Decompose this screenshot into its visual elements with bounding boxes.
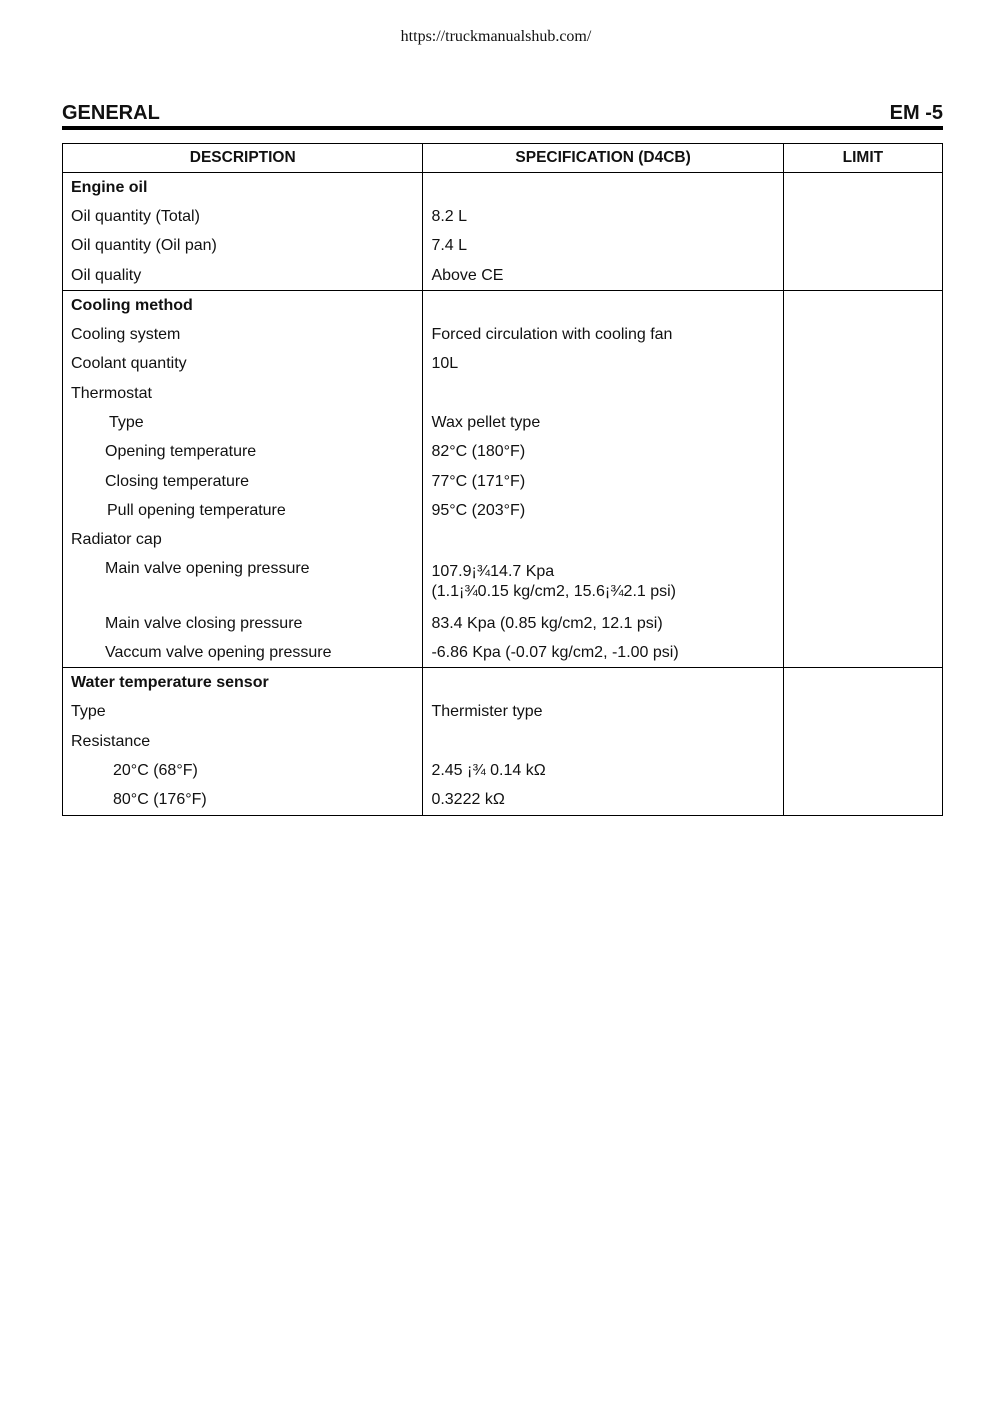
description-cell: Pull opening temperature — [63, 496, 423, 525]
spec-cell — [423, 379, 783, 408]
table-row — [63, 261, 943, 291]
table-row — [63, 291, 943, 321]
limit-cell — [783, 261, 942, 291]
limit-cell — [783, 467, 942, 496]
spec-cell — [423, 668, 783, 698]
table-row — [63, 756, 943, 785]
spec-line-kgcm2-psi: (1.1¡¾0.15 kg/cm2, 15.6¡¾2.1 psi) — [431, 582, 677, 600]
table-row — [63, 668, 943, 698]
description-cell: Radiator cap — [63, 526, 423, 555]
table-row — [63, 350, 943, 379]
column-header-limit: LIMIT — [783, 144, 942, 173]
description-cell: Closing temperature — [63, 467, 423, 496]
spec-cell: 0.3222 kΩ — [423, 786, 783, 816]
description-cell: Type — [63, 698, 423, 727]
table-row — [63, 320, 943, 349]
limit-cell — [783, 727, 942, 756]
description-cell: Oil quality — [63, 261, 423, 291]
limit-cell — [783, 202, 942, 231]
description-cell: Coolant quantity — [63, 350, 423, 379]
table-row — [63, 555, 943, 609]
column-header-description: DESCRIPTION — [63, 144, 423, 173]
page-header — [62, 100, 943, 130]
group-heading-water-temperature-sensor: Water temperature sensor — [63, 668, 423, 698]
spec-cell — [423, 526, 783, 555]
limit-cell — [783, 438, 942, 467]
limit-cell — [783, 555, 942, 609]
limit-cell — [783, 668, 942, 698]
spec-cell: -6.86 Kpa (-0.07 kg/cm2, -1.00 psi) — [423, 638, 783, 668]
table-header-row — [63, 144, 943, 173]
limit-cell — [783, 756, 942, 785]
spec-cell: Wax pellet type — [423, 408, 783, 437]
table-row — [63, 786, 943, 816]
page-number: EM -5 — [889, 102, 943, 124]
description-cell: Main valve closing pressure — [63, 609, 423, 638]
spec-cell: 8.2 L — [423, 202, 783, 231]
description-cell: Oil quantity (Total) — [63, 202, 423, 231]
table-row — [63, 438, 943, 467]
table-row — [63, 408, 943, 437]
limit-cell — [783, 379, 942, 408]
table-row — [63, 727, 943, 756]
description-cell: 20°C (68°F) — [63, 756, 423, 785]
group-heading-engine-oil: Engine oil — [63, 173, 423, 203]
group-heading-cooling-method: Cooling method — [63, 291, 423, 321]
spec-cell — [423, 173, 783, 203]
description-cell: Thermostat — [63, 379, 423, 408]
spec-line-kpa: 107.9¡¾14.7 Kpa — [431, 562, 555, 580]
spec-cell: Thermister type — [423, 698, 783, 727]
spec-cell: 10L — [423, 350, 783, 379]
column-header-specification: SPECIFICATION (D4CB) — [423, 144, 783, 173]
limit-cell — [783, 291, 942, 321]
limit-cell — [783, 320, 942, 349]
limit-cell — [783, 698, 942, 727]
spec-cell-two-line — [423, 555, 783, 609]
spec-cell: 77°C (171°F) — [423, 467, 783, 496]
table-row — [63, 638, 943, 668]
limit-cell — [783, 638, 942, 668]
table-row — [63, 173, 943, 203]
spec-cell: 83.4 Kpa (0.85 kg/cm2, 12.1 psi) — [423, 609, 783, 638]
limit-cell — [783, 496, 942, 525]
limit-cell — [783, 232, 942, 261]
spec-cell: 2.45 ¡¾ 0.14 kΩ — [423, 756, 783, 785]
description-cell: Vaccum valve opening pressure — [63, 638, 423, 668]
section-title: GENERAL — [62, 102, 160, 124]
spec-cell: 82°C (180°F) — [423, 438, 783, 467]
specification-table — [62, 143, 943, 816]
limit-cell — [783, 350, 942, 379]
source-url[interactable]: https://truckmanualshub.com/ — [400, 28, 592, 45]
table-row — [63, 698, 943, 727]
description-cell: Resistance — [63, 727, 423, 756]
spec-cell: 7.4 L — [423, 232, 783, 261]
description-cell: Cooling system — [63, 320, 423, 349]
limit-cell — [783, 526, 942, 555]
table-row — [63, 496, 943, 525]
table-row — [63, 609, 943, 638]
spec-cell — [423, 727, 783, 756]
spec-cell — [423, 291, 783, 321]
limit-cell — [783, 408, 942, 437]
spec-cell: Forced circulation with cooling fan — [423, 320, 783, 349]
table-row — [63, 232, 943, 261]
limit-cell — [783, 173, 942, 203]
table-row — [63, 202, 943, 231]
limit-cell — [783, 786, 942, 816]
limit-cell — [783, 609, 942, 638]
description-cell: Main valve opening pressure — [63, 555, 423, 609]
description-cell: Oil quantity (Oil pan) — [63, 232, 423, 261]
spec-cell: Above CE — [423, 261, 783, 291]
table-row — [63, 467, 943, 496]
description-cell: Type — [63, 408, 423, 437]
spec-cell: 95°C (203°F) — [423, 496, 783, 525]
table-row — [63, 379, 943, 408]
description-cell: Opening temperature — [63, 438, 423, 467]
table-row — [63, 526, 943, 555]
description-cell: 80°C (176°F) — [63, 786, 423, 816]
